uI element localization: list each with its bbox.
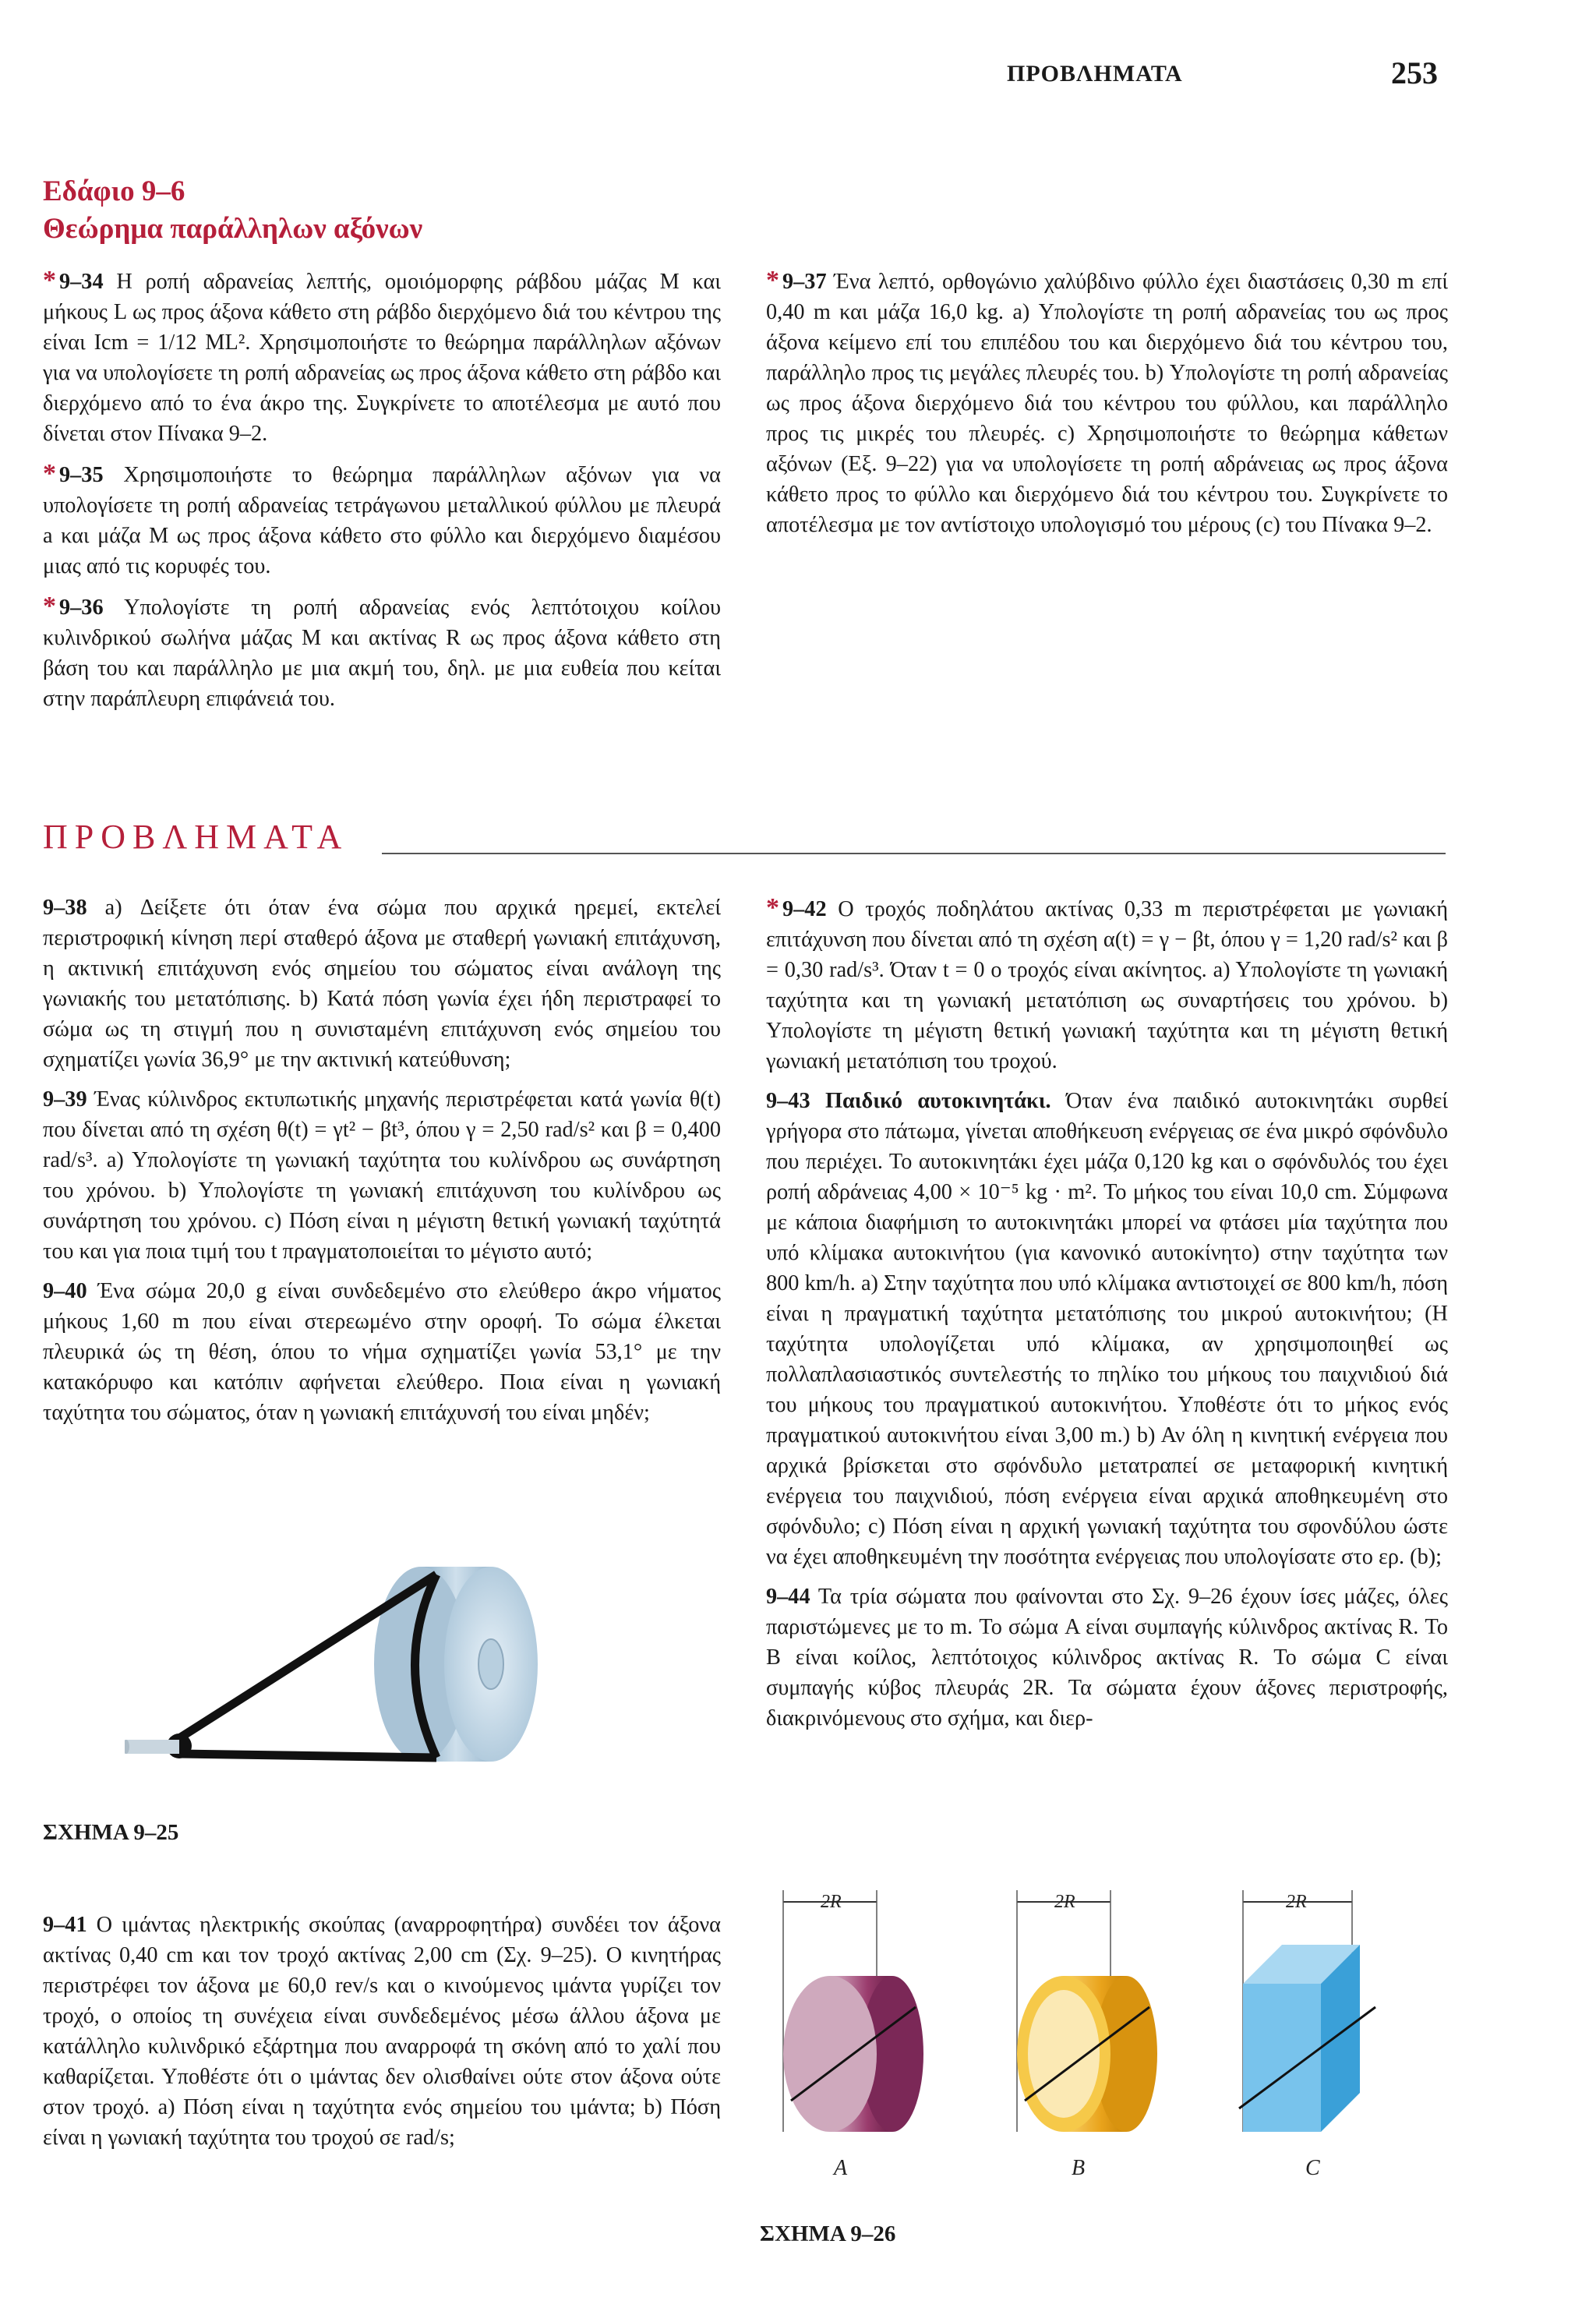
problems-right-column — [766, 892, 1448, 1743]
problem-number: 9–35 — [59, 463, 104, 487]
problem-title: Παιδικό αυτοκινητάκι. — [824, 1089, 1051, 1113]
problem-text: Ο ιμάντας ηλεκτρικής σκούπας (αναρροφητήρα) συνδέει τον άξονα ακτίνας 0,40 cm και τον τροχό ακτίνας 2,00 cm (Σχ. 9–25). Ο κινητήρας περιστρέφει τον άξονα με 60,0 rev/s και ο κινούμενος ιμάντα γυρίζει τον τροχό, ο οποίος τη συνέχεια είναι συνδεδεμένος μέσω άλλου άξονα με κατάλληλο κυλινδρικό εξάρτημα που αναρροφά τη σκόνη από το χαλί που καθαρίζεται. Υποθέστε ότι ο ιμάντας δεν ολισθαίνει ούτε στον άξονα ούτε στον τροχό. a) Πόση είναι η ταχύτητα ενός σημείου του ιμάντα; b) Πόση είναι η γωνιακή ταχύτητα του τροχού σε rad/s; — [43, 1913, 721, 2150]
dimension-label: 2R — [821, 1892, 842, 1912]
problem-number: 9–38 — [43, 896, 87, 920]
problem-number: 9–36 — [59, 596, 104, 620]
problem-number: 9–44 — [766, 1585, 810, 1609]
problem-number: 9–34 — [59, 270, 104, 294]
label-a: A — [834, 2156, 848, 2179]
figure-9-25-caption: ΣΧΗΜΑ 9–25 — [43, 1820, 179, 1845]
figure-9-26-three-bodies — [760, 1875, 1446, 2179]
problem-9-34 — [43, 265, 721, 449]
problem-number: 9–39 — [43, 1087, 87, 1112]
section-heading — [43, 173, 422, 248]
dimension-label: 2R — [1286, 1892, 1307, 1912]
problem-number: 9–43 — [766, 1089, 810, 1113]
problem-number: 9–37 — [782, 270, 827, 294]
motor-shaft — [125, 1740, 179, 1754]
solid-cylinder-a — [783, 1976, 923, 2132]
problem-text: Χρησιμοποιήστε το θεώρημα παράλληλων αξόνων για να υπολογίσετε τη ροπή αδρανείας τετράγωνου μεταλλικού φύλλου με πλευρά a και μάζα M ως προς άξονα κάθετο στο φύλλο και διερχόμενο διαμέσου μιας από τις κορυφές του. — [43, 463, 722, 578]
problem-text: a) Δείξετε ότι όταν ένα σώμα που αρχικά ηρεμεί, εκτελεί περιστροφική κίνηση περί σταθερό άξονα με σταθερή γωνιακή επιτάχυνση, η ακτινική επιτάχυνση ενός σημείου του σώματος είναι ανάλογη της γωνιακής του μετατόπισης. b) Κατά πόση γωνία έχει ήδη περιστραφεί το σώμα ως τη στιγμή που η συνισταμένη επιτάχυνση ενός σημείου του σχηματίζει γωνία 36,9° με την ακτινική κατεύθυνση; — [43, 896, 721, 1072]
problem-number: 9–40 — [43, 1279, 87, 1303]
problem-text: Ένας κύλινδρος εκτυπωτικής μηχανής περιστρέφεται κατά γωνία θ(t) που δίνεται από τη σχέση θ(t) = γt² − βt³, όπου γ = 2,50 rad/s² και β = 0,400 rad/s³. a) Υπολογίστε τη γωνιακή ταχύτητα του κυλίνδρου ως συνάρτηση του χρόνου. b) Υπολογίστε τη γωνιακή επιτάχυνση του κυλίνδρου ως συνάρτηση του χρόνου. c) Πόση είναι η μέγιστη θετική γωνιακή ταχύτητά του και για ποια τιμή του t πραγματοποιείται το μέγιστο αυτό; — [43, 1087, 722, 1263]
heading-rule — [382, 853, 1446, 854]
label-b: B — [1072, 2156, 1086, 2179]
problem-text: Τα τρία σώματα που φαίνονται στο Σχ. 9–26 έχουν ίσες μάζες, όλες παριστώμενες με το m. Το σώμα A είναι συμπαγής κύλινδρος ακτίνας R. Το B είναι κοίλος, λεπτότοιχος κύλινδρος ακτίνας R. Το σώμα C είναι συμπαγής κύβος πλευράς 2R. Τα σώματα έχουν άξονες περιστροφής, διακρινόμενους στο σχήμα, και διερ- — [766, 1585, 1448, 1730]
solid-cube-c — [1239, 1945, 1375, 2132]
problem-number: 9–42 — [782, 897, 827, 921]
star-icon: * — [43, 592, 56, 620]
problem-9-40 — [43, 1276, 721, 1428]
hollow-cylinder-b — [1017, 1976, 1157, 2132]
section-title: Εδάφιο 9–6 — [43, 175, 185, 207]
problem-text: Όταν ένα παιδικό αυτοκινητάκι συρθεί γρήγορα στο πάτωμα, γίνεται αποθήκευση ενέργειας σε ένα μικρό σφόνδυλο που περιέχει. Το αυτοκινητάκι έχει μάζα 0,120 kg και ο σφόνδυλός του έχει ροπή αδράνειας 4,00 × 10⁻⁵ kg · m². Το μήκος του είναι 10,0 cm. Σύμφωνα με κάποια διαφήμιση το αυτοκινητάκι μπορεί να φτάσει μία ταχύτητα που υπό κλίμακα αυτοκινήτου (για κανονικό αυτοκίνητο) στην ταχύτητα των 800 km/h. a) Στην ταχύτητα που υπό κλίμακα αντιστοιχεί σε 800 km/h, πόση είναι η πραγματική ταχύτητα μετατόπισης του μικρού αυτοκινήτου; (Η ταχύτητα υπολογίζεται υπό κλίμακα, αν χρησιμοποιηθεί ως πολλαπλασιαστικός συντελεστής το πηλίκο του μήκους του παιχνιδιού διά του μήκους του πραγματικού αυτοκινήτου. Υποθέστε ότι το μήκος ενός πραγματικού αυτοκινήτου είναι 3,00 m.) b) Αν όλη η κινητική ενέργεια που αρχικά βρίσκεται στο σφόνδυλο μετατραπεί σε μεταφορική κινητική ενέργεια του παιχνιδιού, πόση ενέργεια είναι αρχικά αποθηκευμένη στο σφόνδυλο; c) Πόση είναι η αρχική γωνιακή ταχύτητα του σφονδύλου ώστε να έχει αποθηκευμένη την ποσότητα ενέργειας που υπολογίσατε στο ερ. (b); — [766, 1089, 1449, 1569]
problem-9-39 — [43, 1084, 721, 1267]
star-icon: * — [766, 266, 779, 295]
star-icon: * — [43, 266, 56, 295]
problem-text: Ένα λεπτό, ορθογώνιο χαλύβδινο φύλλο έχει διαστάσεις 0,30 m επί 0,40 m και μάζα 16,0 kg. a) Υπολογίστε τη ροπή αδρανείας του ως προς άξονα κείμενο επί του επιπέδου του και διερχόμενο διά του κέντρου του, παράλληλο προς τις μεγάλες πλευρές του. b) Υπολογίστε τη ροπή αδρανείας ως προς άξονα διερχόμενο διά του κέντρου του φύλλου, και παράλληλο προς τις μικρές του πλευρές. c) Χρησιμοποιήστε το θεώρημα κάθετων αξόνων (Εξ. 9–22) για να υπολογίσετε τη ροπή αδράνειας ως προς άξονα κάθετο προς το φύλλο και διερχόμενο διά του κέντρου του. Συγκρίνετε το αποτέλεσμα με τον αντίστοιχο υπολογισμό του μέρους (c) του Πίνακα 9–2. — [766, 270, 1448, 537]
problems-left-column — [43, 892, 721, 1437]
section-problems-right — [766, 265, 1448, 550]
problem-text: Ένα σώμα 20,0 g είναι συνδεδεμένο στο ελεύθερο άκρο νήματος μήκους 1,60 m που είναι στερεωμένο στην οροφή. Το σώμα έλκεται πλευρικά ώς τη θέση, όπου το νήμα σχηματίζει γωνία 53,1° με την κατακόρυφο και κατόπιν αφήνεται ελεύθερο. Ποια είναι η γωνιακή ταχύτητα του σώματος, όταν η γωνιακή επιτάχυνσή του είναι μηδέν; — [43, 1279, 721, 1425]
problem-9-44 — [766, 1582, 1448, 1734]
problem-9-41 — [43, 1910, 721, 2153]
label-c: C — [1305, 2156, 1320, 2179]
section-subtitle: Θεώρημα παράλληλων αξόνων — [43, 213, 423, 245]
problems-left-bottom — [43, 1910, 721, 2162]
problem-9-36 — [43, 591, 721, 714]
problem-text: Ο τροχός ποδηλάτου ακτίνας 0,33 m περιστρέφεται με γωνιακή επιτάχυνση που δίνεται από τη σχέση α(t) = γ − βt, όπου γ = 1,20 rad/s² και β = 0,30 rad/s³. Όταν t = 0 ο τροχός είναι ακίνητος. a) Υπολογίστε τη γωνιακή ταχύτητα και τη γωνιακή μετατόπιση ως συναρτήσεις του χρόνου. b) Υπολογίστε τη μέγιστη θετική γωνιακή ταχύτητα και τη μέγιστη θετική γωνιακή μετατόπιση του τροχού. — [766, 897, 1449, 1073]
star-icon: * — [43, 459, 56, 488]
page-number: 253 — [1391, 55, 1438, 90]
section-problems-left — [43, 265, 721, 723]
problem-9-37 — [766, 265, 1448, 540]
problem-number: 9–41 — [43, 1913, 87, 1937]
problem-9-35 — [43, 458, 721, 581]
figure-9-25-belt-drive — [125, 1543, 608, 1824]
dimension-label: 2R — [1054, 1892, 1075, 1912]
problems-heading: ΠΡΟΒΛΗΜΑΤΑ — [43, 818, 349, 856]
running-title: ΠΡΟΒΛΗΜΑΤΑ — [1007, 61, 1183, 87]
problem-9-42 — [766, 892, 1448, 1076]
star-icon: * — [766, 893, 779, 922]
problem-9-38 — [43, 892, 721, 1075]
problem-9-43 — [766, 1086, 1448, 1572]
problem-text: Η ροπή αδρανείας λεπτής, ομοιόμορφης ράβδου μάζας M και μήκους L ως προς άξονα κάθετο στη ράβδο διερχόμενο διά του κέντρου της είναι Icm = 1/12 ML². Χρησιμοποιήστε το θεώρημα παράλληλων αξόνων για να υπολογίσετε τη ροπή αδρανείας ως προς άξονα κάθετο στη ράβδο και διερχόμενο από το ένα άκρο της. Συγκρίνετε το αποτέλεσμα με αυτό που δίνεται στον Πίνακα 9–2. — [43, 270, 721, 446]
problem-text: Υπολογίστε τη ροπή αδρανείας ενός λεπτότοιχου κοίλου κυλινδρικού σωλήνα μάζας M και ακτίνας R ως προς άξονα κάθετο στη βάση του και παράλληλο με μια ακμή του, δηλ. με μια ευθεία που κείται στην παράπλευρη επιφάνειά του. — [43, 596, 721, 711]
figure-9-26-caption: ΣΧΗΜΑ 9–26 — [760, 2221, 896, 2246]
